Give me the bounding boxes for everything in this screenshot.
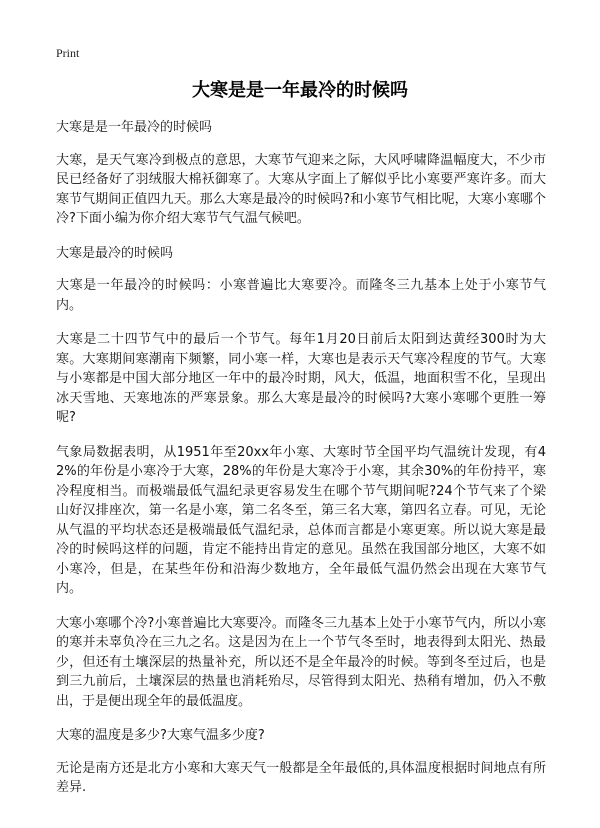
section-heading-intro: 大寒是是一年最冷的时候吗: [56, 120, 213, 135]
section-heading-temperature: 大寒的温度是多少?大寒气温多少度?: [56, 728, 265, 743]
section-heading-coldest: 大寒是最冷的时候吗: [56, 245, 174, 261]
article-title: 大寒是是一年最冷的时候吗: [192, 80, 408, 101]
article-body: [56, 118, 546, 813]
paragraph-comparison: 大寒小寒哪个冷?小寒普遍比大寒要冷。而隆冬三九基本上处于小寒节气内，所以小寒的寒并未辜负冷在三九之名。这是因为在上一个节气冬至时，地表得到太阳光、热最少，但还有土壤深层的热量补充，所以还不是全年最冷的时候。等到冬至过后，也是到三九前后，土壤深层的热量也消耗殆尽，尽管得到太阳光、热稍有增加，仍入不敷出，于是便出现全年的最低温度。: [56, 615, 546, 709]
paragraph-dahan-description: 大寒是二十四节气中的最后一个节气。每年1月20日前后太阳到达黄经300时为大寒。大寒期间寒潮南下频繁，同小寒一样，大寒也是表示天气寒冷程度的节气。大寒与小寒都是中国大部分地区一年中的最冷时期，风大，低温，地面积雪不化，呈现出冰天雪地、天寒地冻的严寒景象。那么大寒是最冷的时候吗?大寒小寒哪个更胜一筹呢?: [56, 332, 546, 425]
paragraph-temperature: 无论是南方还是北方小寒和大寒天气一般都是全年最低的,具体温度根据时间地点有所差异.: [56, 760, 546, 795]
print-link[interactable]: Print: [56, 46, 80, 60]
paragraph-intro: 大寒，是天气寒冷到极点的意思，大寒节气迎来之际，大风呼啸降温幅度大，不少市民已经备好了羽绒服大棉袄御寒了。大寒从字面上了解似乎比小寒要严寒许多。而大寒节气期间正值四九天。那么大寒是最冷的时候吗?和小寒节气相比呢，大寒小寒哪个冷?下面小编为你介绍大寒节气气温气候吧。: [56, 152, 546, 226]
paragraph-statistics: 气象局数据表明，从1951年至20xx年小寒、大寒时节全国平均气温统计发现，有42%的年份是小寒冷于大寒，28%的年份是大寒冷于小寒，其余30%的年份持平，寒冷程度相当。而极端最低气温纪录更容易发生在哪个节气期间呢?24个节气来了个梁山好汉排座次，第一名是小寒，第二名冬至，第三名大寒，第四名立春。可见，无论从气温的平均状态还是极端最低气温纪录，总体而言都是小寒更寒。所以说大寒是最冷的时候吗这样的问题，肯定不能持出肯定的意见。虽然在我国部分地区，大寒不如小寒冷，但是，在某些年份和沿海少数地方，全年最低气温仍然会出现在大寒节气内。: [56, 444, 546, 596]
paragraph-coldest-answer: 大寒是一年最冷的时候吗：小寒普遍比大寒要冷。而隆冬三九基本上处于小寒节气内。: [56, 278, 546, 313]
